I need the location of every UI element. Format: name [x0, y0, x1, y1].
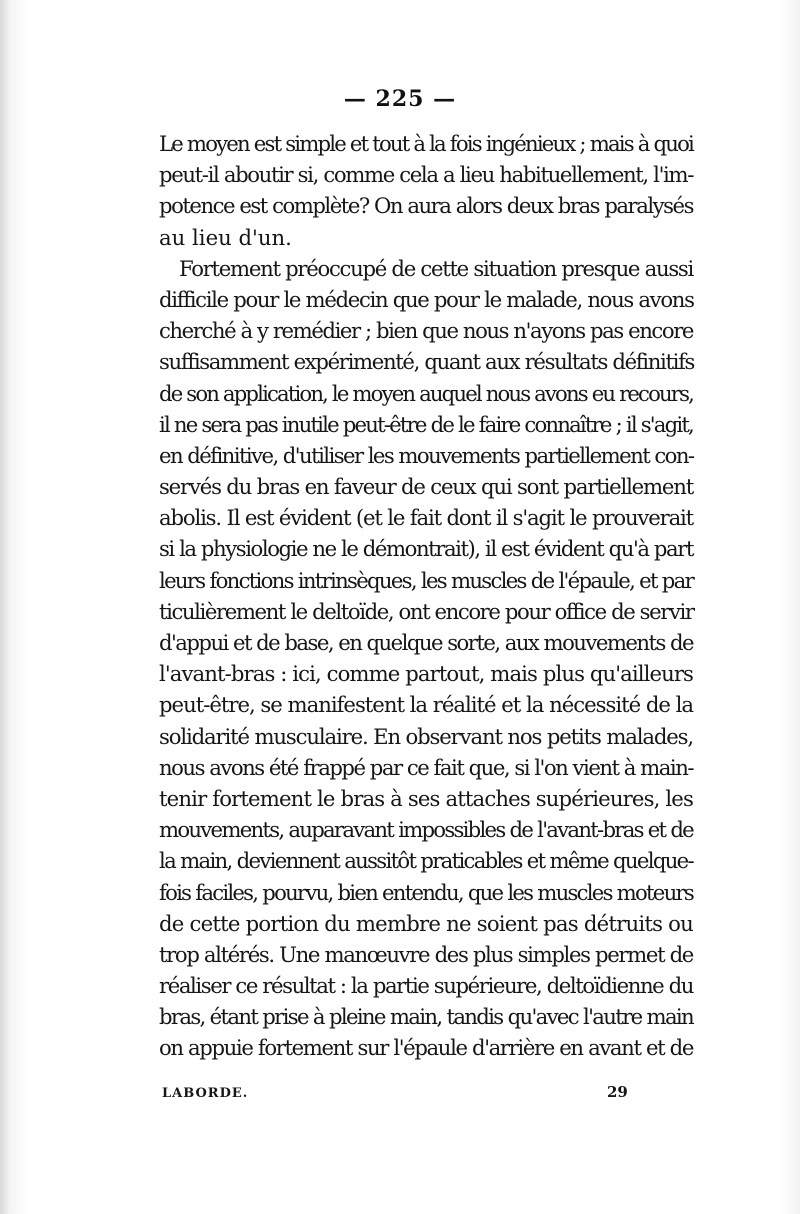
- text-line: trop altérés. Une manœuvre des plus simples permet de: [159, 941, 693, 967]
- body-text: [159, 128, 693, 1064]
- footer-signature: 29: [607, 1083, 628, 1101]
- text-line: Fortement préoccupé de cette situation presque aussi: [179, 255, 693, 281]
- page-number: — 225 —: [343, 86, 457, 112]
- text-line: fois faciles, pourvu, bien entendu, que les muscles moteurs: [159, 879, 693, 905]
- text-line: si la physiologie ne le démontrait), il est évident qu'à part: [159, 536, 693, 562]
- text-line: solidarité musculaire. En observant nos petits malades,: [159, 723, 693, 749]
- text-line: abolis. Il est évident (et le fait dont il s'agit le prouverait: [159, 505, 693, 531]
- text-line: on appuie fortement sur l'épaule d'arrière en avant et de: [159, 1035, 693, 1061]
- text-line: de son application, le moyen auquel nous avons eu recours,: [159, 380, 693, 406]
- text-line: la main, deviennent aussitôt praticables et même quelque-: [159, 848, 694, 874]
- text-line: peut-être, se manifestent la réalité et la nécessité de la: [159, 692, 693, 718]
- text-line: potence est complète? On aura alors deux bras paralysés: [159, 193, 693, 219]
- text-line: cherché à y remédier ; bien que nous n'ayons pas encore: [159, 318, 693, 344]
- text-line: ticulièrement le deltoïde, ont encore pour office de servir: [159, 598, 694, 624]
- text-line: tenir fortement le bras à ses attaches supérieures, les: [159, 785, 694, 811]
- text-line: d'appui et de base, en quelque sorte, aux mouvements de: [159, 630, 694, 655]
- text-line: de cette portion du membre ne soient pas détruits ou: [159, 910, 693, 936]
- text-line: mouvements, auparavant impossibles de l'avant-bras et de: [159, 817, 693, 843]
- text-line: l'avant-bras : ici, comme partout, mais plus qu'ailleurs: [159, 661, 694, 687]
- text-line: nous avons été frappé par ce fait que, si l'on vient à main-: [159, 754, 694, 780]
- footer-author: LABORDE.: [162, 1086, 249, 1101]
- text-line: réaliser ce résultat : la partie supérieure, deltoïdienne du: [159, 973, 693, 999]
- text-line: Le moyen est simple et tout à la fois ingénieux ; mais à quoi: [159, 131, 693, 156]
- text-line: bras, étant prise à pleine main, tandis qu'avec l'autre main: [159, 1004, 693, 1030]
- text-line: il ne sera pas inutile peut-être de le faire connaître ; il s'agit,: [159, 411, 693, 437]
- text-line: au lieu d'un.: [159, 224, 292, 250]
- text-line: peut-il aboutir si, comme cela a lieu habituellement, l'im-: [159, 162, 693, 188]
- text-line: en définitive, d'utiliser les mouvements partiellement con-: [159, 442, 694, 468]
- text-line: leurs fonctions intrinsèques, les muscles de l'épaule, et par: [159, 567, 694, 593]
- text-line: difficile pour le médecin que pour le malade, nous avons: [159, 286, 694, 312]
- text-line: suffisamment expérimenté, quant aux résultats définitifs: [159, 349, 695, 375]
- text-line: servés du bras en faveur de ceux qui sont partiellement: [159, 474, 694, 500]
